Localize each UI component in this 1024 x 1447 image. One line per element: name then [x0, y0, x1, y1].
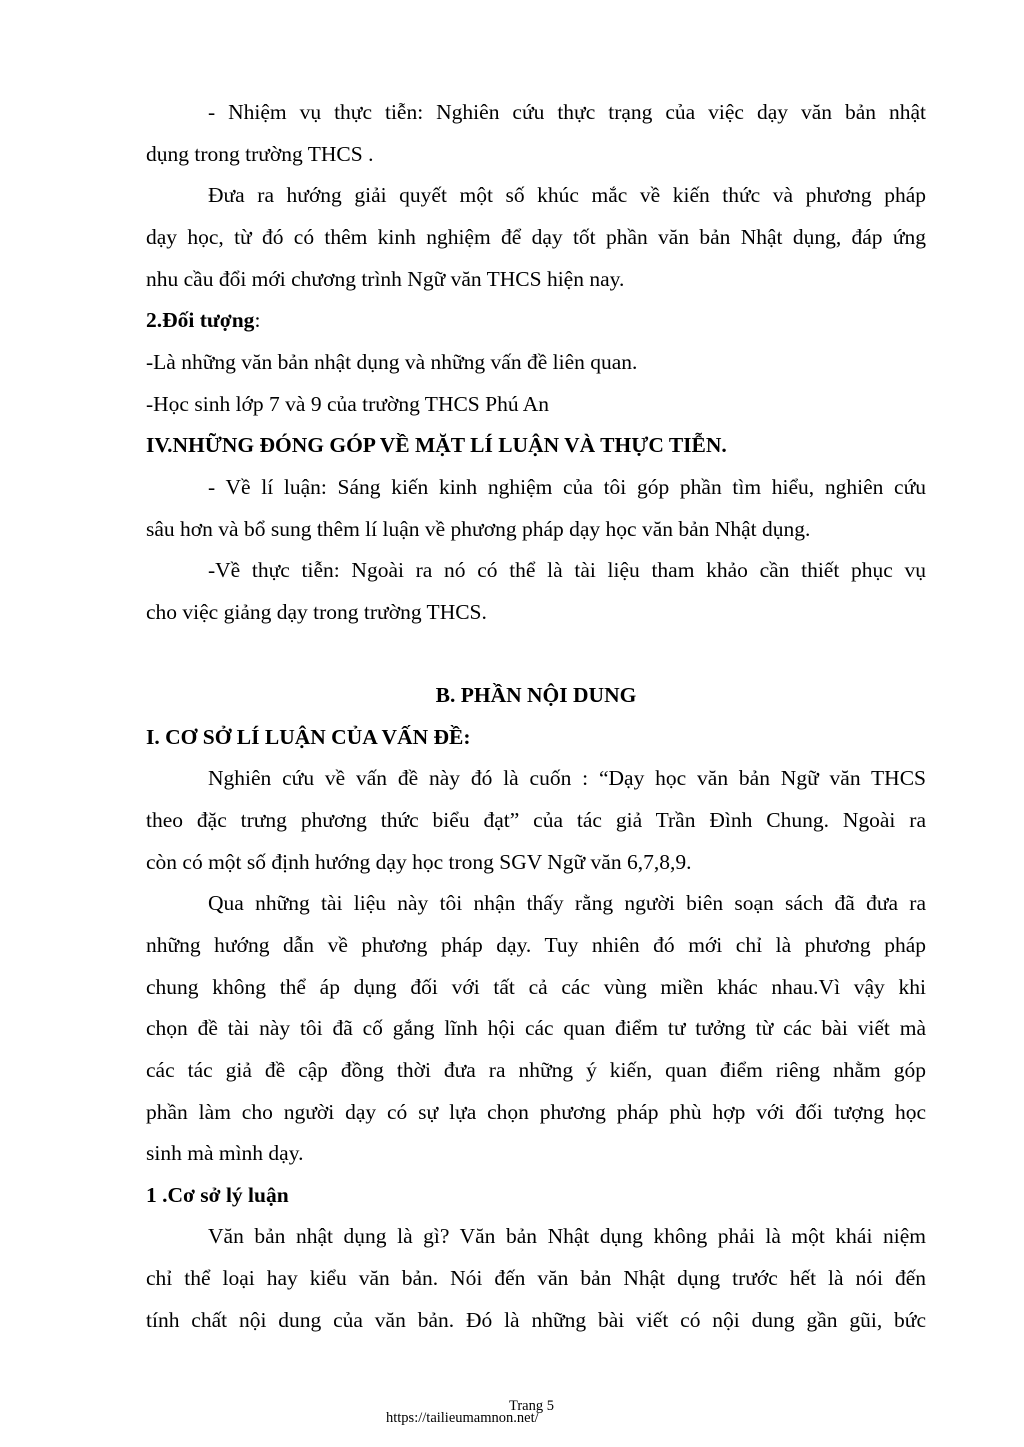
paragraph-line: dụng trong trường THCS . — [146, 142, 374, 166]
paragraph-line: sinh mà mình dạy. — [146, 1141, 304, 1165]
paragraph-line: chung không thể áp dụng đối với tất cả các vùng miền khác nhau.Vì vậy khi — [146, 975, 926, 999]
paragraph-line: - Nhiệm vụ thực tiễn: Nghiên cứu thực trạng của việc dạy văn bản nhật — [208, 100, 926, 124]
paragraph-line: sâu hơn và bổ sung thêm lí luận về phương pháp dạy học văn bản Nhật dụng. — [146, 517, 811, 541]
section-heading-i: I. CƠ SỞ LÍ LUẬN CỦA VẤN ĐỀ: — [146, 725, 471, 749]
paragraph-line: Văn bản nhật dụng là gì? Văn bản Nhật dụng không phải là một khái niệm — [208, 1224, 926, 1248]
paragraph-line: nhu cầu đổi mới chương trình Ngữ văn THCS hiện nay. — [146, 267, 625, 291]
heading-colon: : — [254, 308, 261, 332]
paragraph-line: dạy học, từ đó có thêm kinh nghiệm để dạy tốt phần văn bản Nhật dụng, đáp ứng — [146, 225, 926, 249]
section-heading-doi-tuong — [146, 307, 926, 333]
footer-url: https://tailieumamnon.net/ — [386, 1410, 539, 1426]
paragraph-line: còn có một số định hướng dạy học trong SGV Ngữ văn 6,7,8,9. — [146, 850, 692, 874]
heading-bold-text: 2.Đối tượng — [146, 308, 255, 332]
page-number: Trang 5 — [509, 1398, 554, 1414]
list-line: -Học sinh lớp 7 và 9 của trường THCS Phú An — [146, 392, 550, 416]
part-title: B. PHẦN NỘI DUNG — [435, 683, 637, 707]
paragraph-line: chỉ thể loại hay kiểu văn bản. Nói đến văn bản Nhật dụng trước hết là nói đến — [146, 1266, 926, 1290]
list-line: -Là những văn bản nhật dụng và những vấn đề liên quan. — [146, 350, 638, 374]
paragraph-line: những hướng dẫn về phương pháp dạy. Tuy nhiên đó mới chỉ là phương pháp — [146, 933, 926, 957]
paragraph-line: cho việc giảng dạy trong trường THCS. — [146, 600, 487, 624]
paragraph-line: theo đặc trưng phương thức biểu đạt” của tác giả Trần Đình Chung. Ngoài ra — [146, 808, 926, 832]
paragraph-line: chọn đề tài này tôi đã cố gắng lĩnh hội các quan điểm tư tưởng từ các bài viết mà — [146, 1016, 926, 1040]
section-heading-iv: IV.NHỮNG ĐÓNG GÓP VỀ MẶT LÍ LUẬN VÀ THỰC TIỄN. — [146, 433, 727, 457]
paragraph-line: Đưa ra hướng giải quyết một số khúc mắc về kiến thức và phương pháp — [208, 183, 926, 207]
paragraph-line: -Về thực tiễn: Ngoài ra nó có thể là tài liệu tham khảo cần thiết phục vụ — [208, 558, 926, 582]
paragraph-line: tính chất nội dung của văn bản. Đó là những bài viết có nội dung gần gũi, bức — [146, 1308, 926, 1332]
paragraph-line: Nghiên cứu về vấn đề này đó là cuốn : “Dạy học văn bản Ngữ văn THCS — [208, 766, 926, 790]
paragraph-line: phần làm cho người dạy có sự lựa chọn phương pháp phù hợp với đối tượng học — [146, 1100, 926, 1124]
paragraph-line: - Về lí luận: Sáng kiến kinh nghiệm của tôi góp phần tìm hiểu, nghiên cứu — [208, 475, 926, 499]
subsection-heading: 1 .Cơ sở lý luận — [146, 1183, 289, 1207]
paragraph-line: Qua những tài liệu này tôi nhận thấy rằng người biên soạn sách đã đưa ra — [208, 891, 926, 915]
paragraph-line: các tác giả đề cập đồng thời đưa ra những ý kiến, quan điểm riêng nhằm góp — [146, 1058, 926, 1082]
